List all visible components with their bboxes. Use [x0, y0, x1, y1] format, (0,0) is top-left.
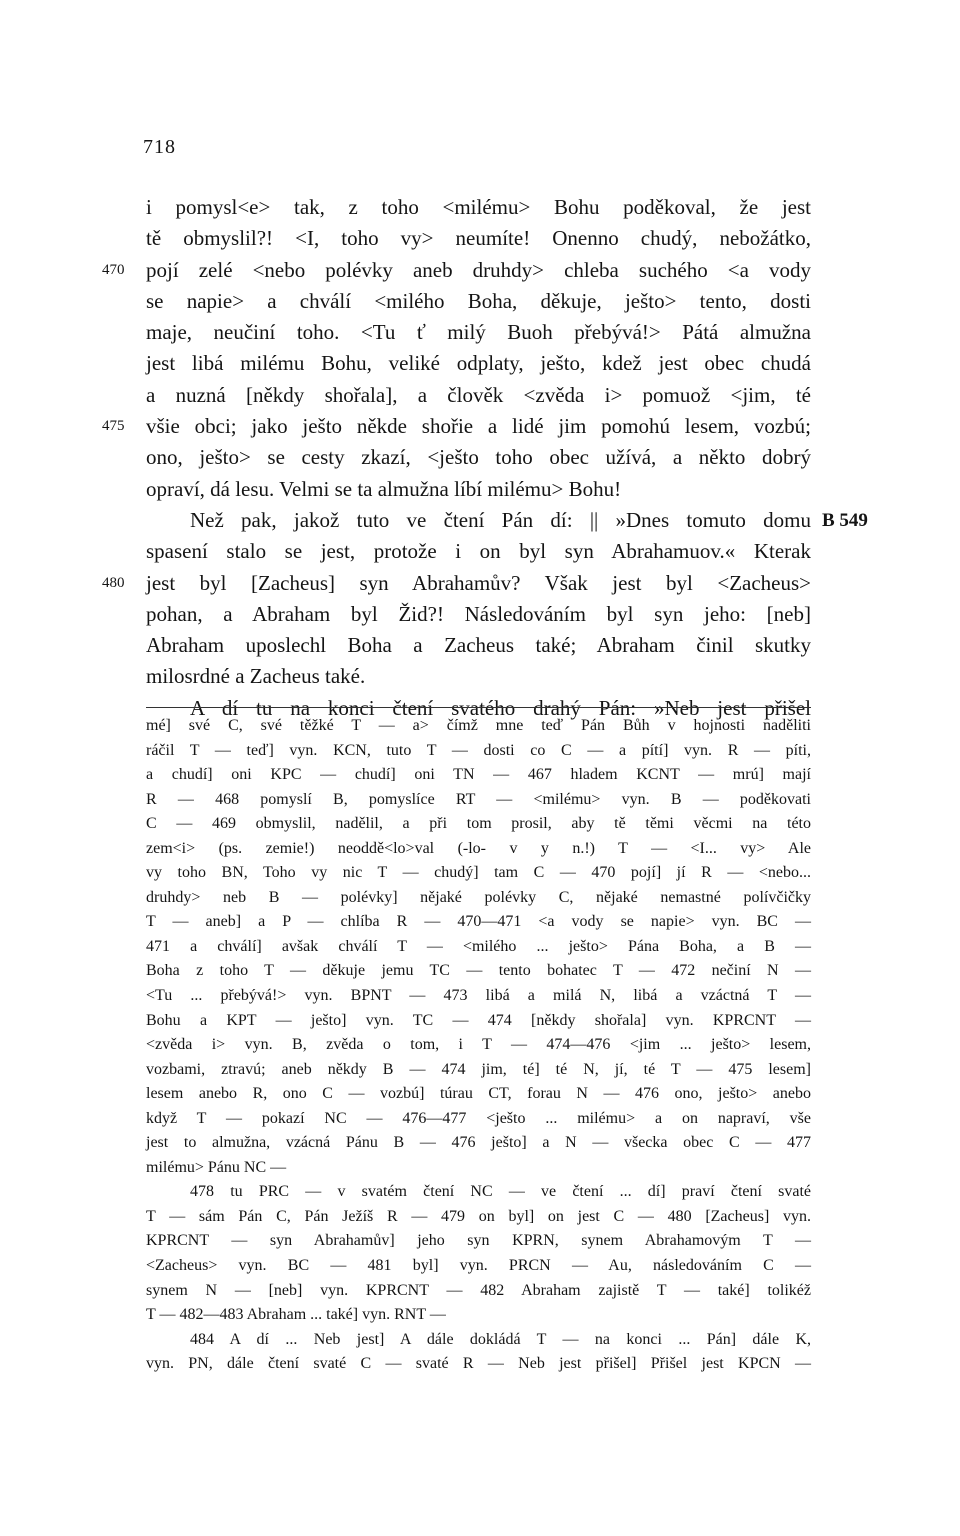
apparatus-line	[146, 1279, 811, 1304]
line-text: jest byl [Zacheus] syn Abrahamův? Však jest byl <Zacheus>	[146, 570, 811, 595]
line-text: Abraham uposlechl Boha a Zacheus také; Abraham činil skutky	[146, 633, 811, 658]
apparatus-text: 484 A dí ... Neb jest] A dále dokládá T — na konci ... Pán] dále K,	[190, 1330, 811, 1348]
line-text: maje, neučiní toho. <Tu ť milý Buoh přebývá!> Pátá almužna	[146, 320, 811, 345]
line-text: Než pak, jakož tuto ve čtení Pán dí: || »Dnes tomuto domu	[190, 507, 811, 532]
apparatus-line	[146, 1254, 811, 1279]
text-line	[146, 442, 811, 473]
apparatus-text: vyn. PN, dále čtení svaté C — svaté R — Neb jest přišel] Přišel jest KPCN —	[146, 1355, 811, 1373]
apparatus-text: R — 468 pomyslí B, pomyslíce RT — <milému> vyn. B — poděkovati	[146, 790, 811, 808]
line-text: se napie> a chválí <milého Boha, děkuje, ješto> tento, dosti	[146, 288, 811, 313]
apparatus-text: <Tu ... přebývá!> vyn. BPNT — 473 libá a milá N, libá a vzáctná T —	[146, 987, 811, 1005]
apparatus-line	[146, 1229, 811, 1254]
apparatus-line	[146, 1303, 811, 1328]
apparatus-text: vy toho BN, Toho vy nic T — chudý] tam C — 470 pojí] jí R — <nebo...	[146, 864, 811, 882]
apparatus-text: C — 469 obmyslil, nadělil, a při tom prosil, aby tě těmi věcmi na této	[146, 815, 811, 833]
text-line	[146, 661, 811, 692]
line-text: i pomysl<e> tak, z toho <milému> Bohu poděkoval, že jest	[146, 195, 811, 219]
text-line	[146, 536, 811, 567]
apparatus-text: T — aneb] a P — chlíba R — 470—471 <a vody se napie> vyn. BC —	[146, 913, 811, 931]
apparatus-text: druhdy> neb B — polévky] nějaké polévky C, nějaké nemastné polívčičky	[146, 888, 811, 906]
apparatus-line	[146, 1352, 811, 1377]
margin-reference: B 549	[822, 509, 868, 531]
text-line	[146, 317, 811, 348]
page-number: 718	[143, 136, 176, 158]
apparatus-line	[146, 984, 811, 1009]
apparatus-text: ráčil T — teď] vyn. KCN, tuto T — dosti co C — a pítí] vyn. R — píti,	[146, 741, 811, 759]
apparatus-line	[146, 788, 811, 813]
apparatus-line	[146, 1156, 811, 1181]
text-line	[102, 411, 811, 442]
line-text: tě obmyslil?! <I, toho vy> neumíte! Onenno chudý, nebožátko,	[146, 226, 811, 251]
text-line	[146, 505, 868, 536]
text-line	[146, 223, 811, 254]
apparatus-line	[146, 1033, 811, 1058]
text-line	[146, 630, 811, 661]
apparatus-line	[146, 763, 811, 788]
apparatus-text: když T — pokazí NC — 476—477 <ješto ... milému> a on napraví, vše	[146, 1109, 811, 1127]
apparatus-text: T — 482—483 Abraham ... také] vyn. RNT —	[146, 1306, 446, 1324]
main-text	[102, 192, 868, 724]
apparatus-text: vozbami, ztravú; aneb někdy B — 474 jim, té] té N, jí, té T — 475 lesem]	[146, 1060, 811, 1078]
apparatus-line	[146, 714, 811, 739]
text-line	[146, 192, 811, 223]
line-text: milosrdné a Zacheus také.	[146, 664, 366, 689]
apparatus-line	[146, 861, 811, 886]
apparatus-line	[146, 1107, 811, 1132]
apparatus-line	[146, 1082, 811, 1107]
text-line	[102, 255, 811, 286]
apparatus-line	[146, 812, 811, 837]
apparatus-line	[146, 886, 811, 911]
apparatus-line	[146, 1205, 811, 1230]
apparatus-text: mé] své C, své těžké T — a> čímž mne teď Pán Bůh v hojnosti naděliti	[146, 717, 811, 734]
apparatus-line	[146, 837, 811, 862]
apparatus-text: a chudí] oni KPC — chudí] oni TN — 467 hladem KCNT — mrú] mají	[146, 766, 811, 784]
line-number: 470	[102, 261, 125, 278]
apparatus-line	[146, 1328, 811, 1353]
apparatus-text: Bohu a KPT — ješto] vyn. TC — 474 [někdy shořala] vyn. KPRCNT —	[146, 1011, 811, 1029]
apparatus-line	[146, 739, 811, 764]
apparatus-text: milému> Pánu NC —	[146, 1158, 287, 1176]
line-text: jest libá milému Bohu, veliké odplaty, ješto, kdež jest obec chudá	[146, 351, 811, 376]
apparatus-text: jest to almužna, vzácná Pánu B — 476 ješto] a N — všecka obec C — 477	[146, 1134, 811, 1152]
apparatus-line	[146, 1058, 811, 1083]
line-number: 480	[102, 574, 125, 591]
apparatus-text: <Zacheus> vyn. BC — 481 byl] vyn. PRCN — Au, následováním C —	[146, 1257, 811, 1275]
line-text: pohan, a Abraham byl Žid?! Následováním byl syn jeho: [neb]	[146, 601, 811, 626]
apparatus-text: Boha z toho T — děkuje jemu TC — tento bohatec T — 472 nečiní N —	[146, 962, 811, 980]
apparatus-text: 478 tu PRC — v svatém čtení NC — ve čtení ... dí] praví čtení svaté	[190, 1183, 811, 1201]
apparatus-line	[146, 959, 811, 984]
line-text: spasení stalo se jest, protože i on byl syn Abrahamuov.« Kterak	[146, 539, 811, 564]
text-line	[102, 568, 811, 599]
apparatus-text: 471 a chválí] avšak chválí T — <milého ... ješto> Pána Boha, a B —	[146, 937, 811, 955]
apparatus-line	[146, 910, 811, 935]
apparatus-text: KPRCNT — syn Abrahamův] jeho syn KPRN, synem Abrahamovým T —	[146, 1232, 811, 1250]
line-text: A dí tu na konci čtení svatého drahý Pán: »Neb jest přišel	[190, 695, 811, 720]
line-text: a nuzná [někdy shořala], a člověk <zvěda i> pomuož <jim, té	[146, 382, 811, 407]
line-text: ono, ješto> se cesty zkazí, <ješto toho obec užívá, a někto dobrý	[146, 445, 811, 470]
line-text: všie obci; jako ješto někde shořie a lidé jim pomohú lesem, vozbú;	[146, 414, 811, 439]
line-number: 475	[102, 418, 125, 435]
footnote-divider	[146, 707, 811, 708]
critical-apparatus	[146, 714, 811, 1377]
apparatus-text: lesem anebo R, ono C — vozbú] túrau CT, forau N — 476 ono, ješto> anebo	[146, 1085, 811, 1103]
line-text: pojí zelé <nebo polévky aneb druhdy> chleba suchého <a vody	[146, 257, 811, 282]
line-text: opraví, dá lesu. Velmi se ta almužna líbí milému> Bohu!	[146, 476, 622, 501]
apparatus-text: <zvěda i> vyn. B, zvěda o tom, i T — 474—476 <jim ... ješto> lesem,	[146, 1036, 811, 1054]
text-line	[146, 599, 811, 630]
apparatus-line	[146, 1131, 811, 1156]
text-line	[146, 380, 811, 411]
apparatus-line	[146, 1180, 811, 1205]
apparatus-text: zem<i> (ps. zemie!) neoddě<lo>val (-lo- v y n.!) T — <I... vy> Ale	[146, 839, 811, 857]
apparatus-line	[146, 1009, 811, 1034]
text-line	[146, 286, 811, 317]
apparatus-text: T — sám Pán C, Pán Ježíš R — 479 on byl] on jest C — 480 [Zacheus] vyn.	[146, 1207, 811, 1225]
apparatus-line	[146, 935, 811, 960]
apparatus-text: synem N — [neb] vyn. KPRCNT — 482 Abraham zajistě T — také] tolikéž	[146, 1281, 811, 1299]
text-line	[146, 348, 811, 379]
text-line	[146, 474, 811, 505]
